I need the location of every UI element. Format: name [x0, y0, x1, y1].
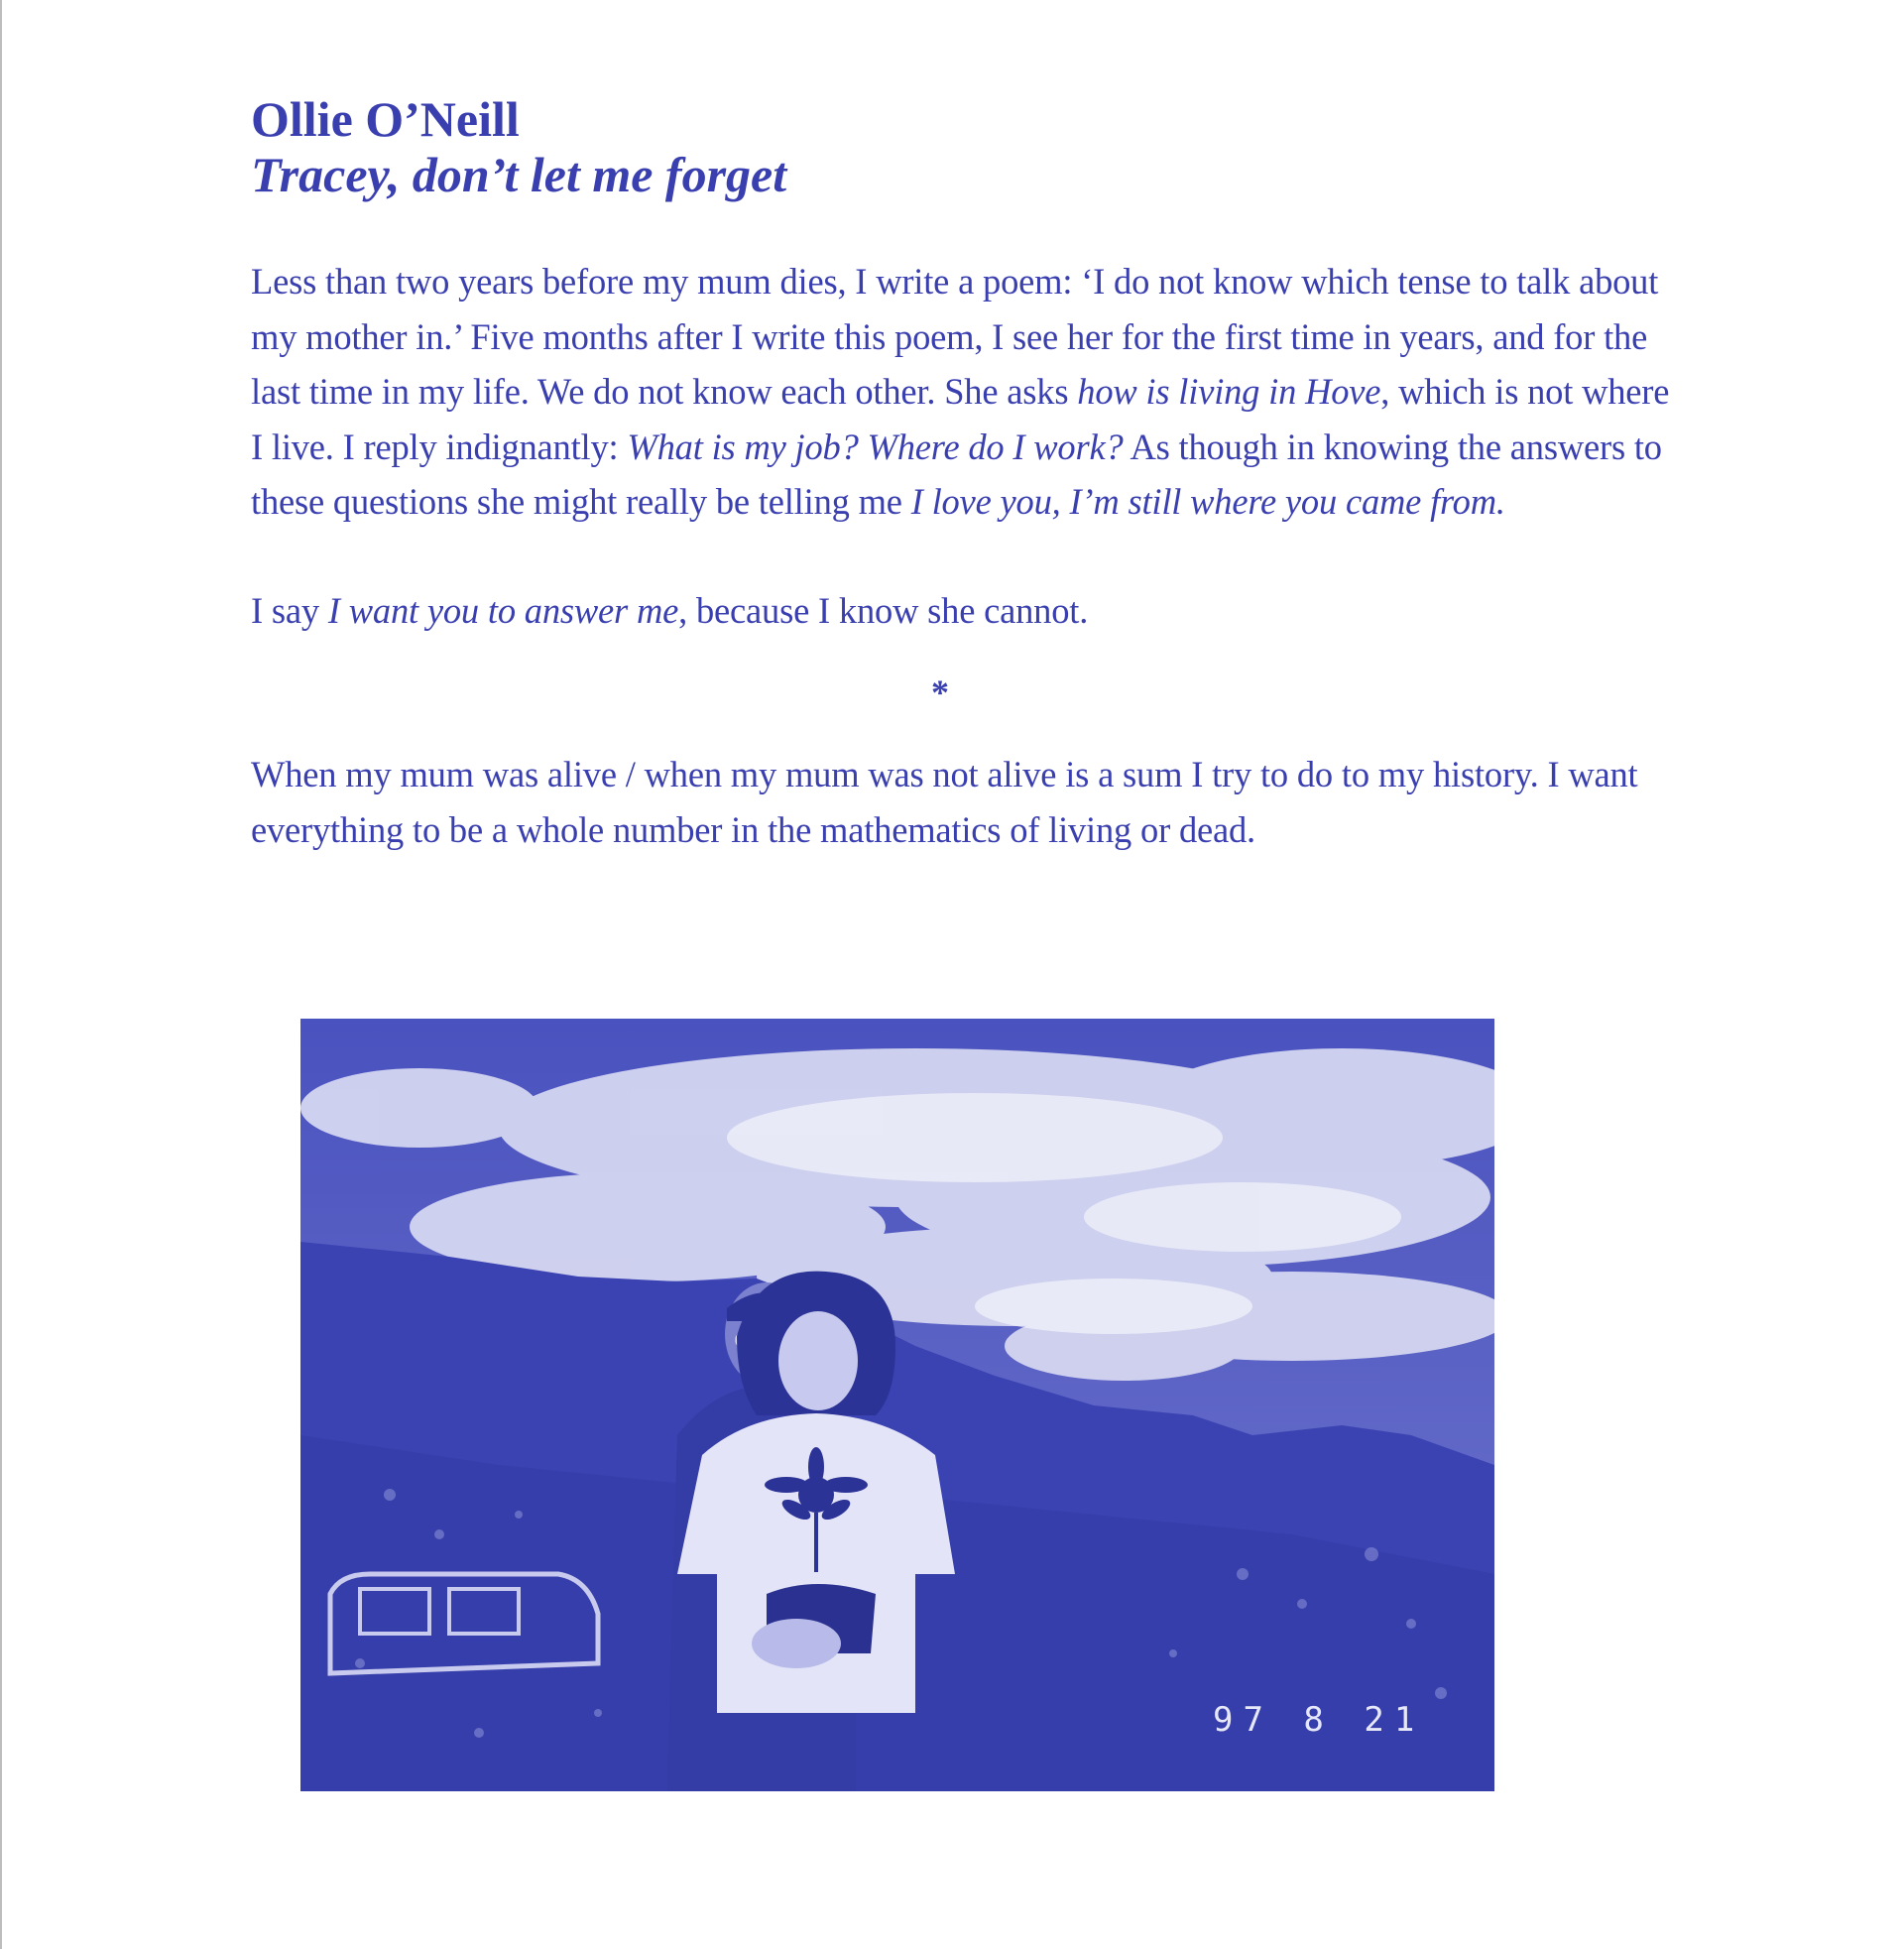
paragraph-2-text-a: I say — [251, 589, 328, 631]
paragraph-1-italic-c: I love you, I’m still where you came from. — [910, 481, 1505, 522]
paragraph-1-italic-b: What is my job? Where do I work? — [627, 426, 1124, 467]
piece-title: Tracey, don’t let me forget — [251, 147, 787, 202]
paragraph-2-italic-a: I want you to answer me — [327, 589, 679, 631]
paragraph-3: When my mum was alive / when my mum was not alive is a sum I try to do to my history. I want everything to be a whole number in the mathematics of living or dead. — [251, 754, 1638, 850]
page-edge — [0, 0, 2, 1949]
article — [251, 91, 1679, 857]
author-name: Ollie O’Neill — [251, 91, 520, 147]
paragraph-2-text-b: , because I know she cannot. — [678, 589, 1089, 631]
section-separator: * — [931, 672, 949, 712]
date-stamp: 97 8 21 — [1213, 1700, 1425, 1740]
paragraph-1-text-b: , which is not where I live. I reply indignantly: — [251, 371, 1670, 467]
paragraph-1-text-a: Less than two years before my mum dies, I write a poem: ‘I do not know which tense to talk about my mother in.’ Five months after I write this poem, I see her for the first time in years, and for the last time in my life. We do not know each other. She asks — [251, 261, 1659, 412]
paragraph-1-text-c: As though in knowing the answers to these questions she might really be telling me — [251, 426, 1662, 522]
paragraph-2 — [251, 583, 1679, 639]
family-photo — [300, 1019, 1494, 1791]
paragraph-1 — [251, 254, 1679, 530]
paragraph-1-italic-a: how is living in Hove — [1077, 371, 1381, 412]
photo-illustration — [300, 1019, 1494, 1791]
